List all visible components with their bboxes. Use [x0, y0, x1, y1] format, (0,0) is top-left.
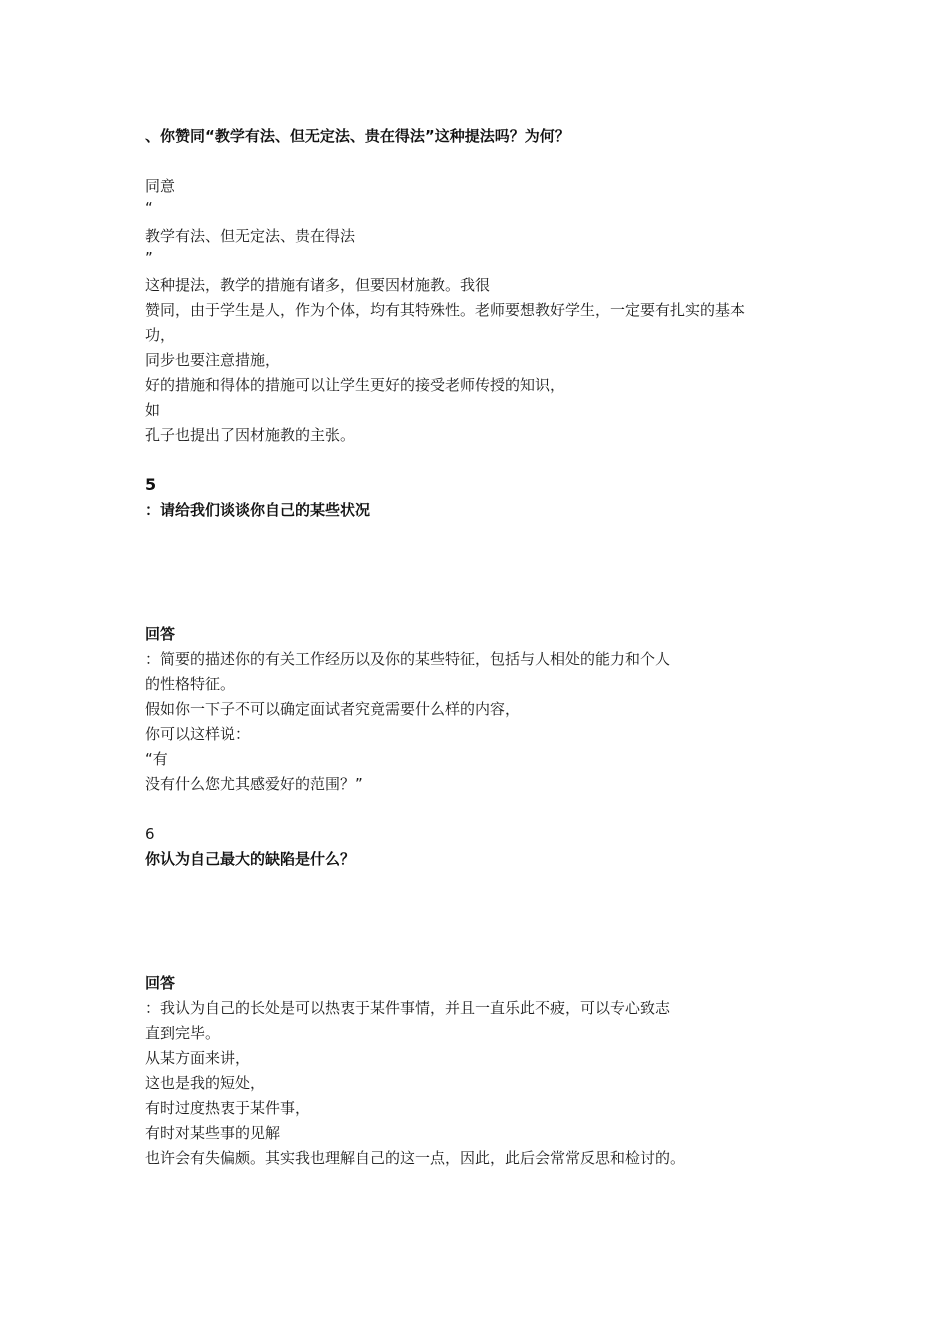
answer-4-line: 好的措施和得体的措施可以让学生更好的接受老师传授的知识， [145, 376, 566, 394]
answer-4-line: 功， [145, 326, 176, 344]
answer-4-line: 同意 [145, 177, 176, 195]
answer-4-line: 这种提法，教学的措施有诸多，但要因材施教。我很 [145, 276, 491, 294]
answer-5-line: 没有什么您尤其感爱好的范围？” [145, 775, 363, 793]
answer-6-line: 也许会有失偏颇。其实我也理解自己的这一点，因此，此后会常常反思和检讨的。 [145, 1149, 686, 1167]
question-5-number: 5 [145, 475, 157, 494]
answer-4-line: 同步也要注意措施， [145, 351, 281, 369]
answer-6-line: 从某方面来讲， [145, 1049, 251, 1067]
answer-6-line: 这也是我的短处， [145, 1074, 266, 1092]
answer-5-line: 的性格特征。 [145, 675, 236, 693]
question-4-heading: 、你赞同“教学有法、但无定法、贵在得法”这种提法吗？为何？ [145, 127, 570, 145]
answer-5-line: ：简要的描述你的有关工作经历以及你的某些特征，包括与人相处的能力和个人 [145, 650, 671, 668]
answer-6-label: 回答 [145, 974, 176, 992]
answer-4-line: 如 [145, 401, 161, 419]
question-6-number: 6 [145, 825, 155, 843]
answer-5-line: 假如你一下子不可以确定面试者究竟需要什么样的内容， [145, 700, 521, 718]
answer-6-line: 直到完毕。 [145, 1024, 221, 1042]
answer-4-line: ” [145, 249, 153, 267]
answer-6-line: 有时对某些事的见解 [145, 1124, 281, 1142]
answer-5-line: 你可以这样说： [145, 725, 251, 743]
answer-6-line: ：我认为自己的长处是可以热衷于某件事情，并且一直乐此不疲，可以专心致志 [145, 999, 671, 1017]
question-5-heading: ：请给我们谈谈你自己的某些状况 [145, 501, 371, 519]
answer-4-line: 教学有法、但无定法、贵在得法 [145, 227, 356, 245]
answer-4-line: “ [145, 199, 153, 217]
answer-4-line: 孔子也提出了因材施教的主张。 [145, 426, 356, 444]
question-6-heading: 你认为自己最大的缺陷是什么？ [145, 850, 356, 868]
answer-5-label: 回答 [145, 625, 176, 643]
answer-6-line: 有时过度热衷于某件事， [145, 1099, 311, 1117]
answer-5-line: “有 [145, 750, 168, 768]
answer-4-line: 赞同，由于学生是人，作为个体，均有其特殊性。老师要想教好学生，一定要有扎实的基本 [145, 301, 746, 319]
